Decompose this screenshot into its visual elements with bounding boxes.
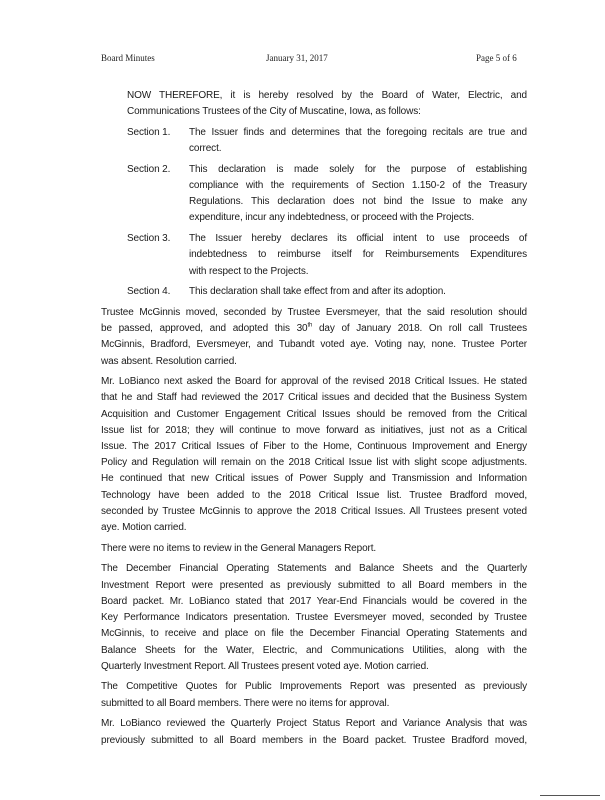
- minutes-paragraph: [101, 374, 527, 536]
- text-line: indebtedness to reimburse itself for Reimbursements Expenditures: [189, 249, 527, 261]
- text-line: Investment Report were presented as previously submitted to all Board members in the: [101, 579, 527, 591]
- text-line: The Issuer finds and determines that the foregoing recitals are true and: [189, 126, 527, 138]
- text-line: McGinnis, to receive and place on file the December Financial Operating Statements and: [101, 628, 527, 640]
- section-label: Section 2.: [127, 163, 171, 175]
- section-text: [189, 162, 527, 227]
- resolution-section: [127, 231, 527, 280]
- text-line: Mr. LoBianco reviewed the Quarterly Project Status Report and Variance Analysis that was: [101, 718, 527, 730]
- text-line: was absent. Resolution carried.: [101, 355, 237, 367]
- text-line: Mr. LoBianco next asked the Board for approval of the revised 2018 Critical Issues. He stated: [101, 376, 527, 388]
- section-label: Section 3.: [127, 233, 171, 245]
- text-line: Board packet. Mr. LoBianco stated that 2017 Year-End Financials would be covered in the: [101, 595, 527, 607]
- text-line: correct.: [189, 143, 222, 155]
- header-date: January 31, 2017: [266, 53, 328, 63]
- text-line: McGinnis, Bradford, Eversmeyer, and Tubandt voted aye. Voting nay, none. Trustee Porter: [101, 339, 527, 351]
- text-line: compliance with the requirements of Section 1.150-2 of the Treasury: [189, 180, 527, 192]
- text-line: Acquisition and Customer Engagement Critical Issues should be removed from the Critical: [101, 408, 527, 420]
- text-line: The Issuer hereby declares its official intent to use proceeds of: [189, 233, 527, 245]
- text-line: This declaration shall take effect from and after its adoption.: [189, 286, 446, 298]
- text-line: Balance Sheets for the Water, Electric, and Communications Utilities, along with the: [101, 644, 527, 656]
- text-line: He continued that new Critical issues of Power Supply and Transmission and Information: [101, 473, 527, 485]
- text-line: be passed, approved, and adopted this 30th day of January 2018. On roll call Trustees: [101, 322, 527, 335]
- text-line: previously submitted to all Board members in the Board packet. Trustee Bradford moved,: [101, 734, 527, 746]
- document-body: [101, 88, 527, 753]
- text-line: Quarterly Investment Report. All Trustees present voted aye. Motion carried.: [101, 660, 429, 672]
- text-line: Key Performance Indicators presentation. Trustee Eversmeyer moved, seconded by Trustee: [101, 612, 527, 624]
- section-text: [189, 125, 527, 157]
- text-line: Trustee McGinnis moved, seconded by Trustee Eversmeyer, that the said resolution should: [101, 306, 527, 318]
- text-line: that he and Staff had reviewed the 2017 Critical issues and decided that the Business System: [101, 392, 527, 404]
- resolution-section: [127, 125, 527, 157]
- text-line: with respect to the Projects.: [189, 265, 309, 277]
- section-text: [189, 284, 527, 300]
- text-line: aye. Motion carried.: [101, 522, 187, 534]
- text-line: Technology have been added to the 2018 Critical Issue list. Trustee Bradford moved,: [101, 489, 527, 501]
- resolution-intro: [127, 88, 527, 120]
- text-line: Issue. The 2017 Critical Issues of Fiber to the Home, Continuous Improvement and Energy: [101, 441, 527, 453]
- section-text: [189, 231, 527, 280]
- text-line: The Competitive Quotes for Public Improvements Report was presented as previously: [101, 681, 527, 693]
- section-label: Section 4.: [127, 286, 171, 298]
- text-line: There were no items to review in the General Managers Report.: [101, 542, 377, 554]
- text-line: Regulations. This declaration does not bind the Issue to make any: [189, 196, 527, 208]
- text-line: submitted to all Board members. There were no items for approval.: [101, 697, 390, 709]
- resolution-section: [127, 284, 527, 300]
- text-line: seconded by Trustee McGinnis to approve the 2018 Critical Issues. All Trustees present voted: [101, 505, 527, 517]
- minutes-paragraph: [101, 716, 527, 748]
- header-document-title: Board Minutes: [101, 53, 155, 63]
- text-line: NOW THEREFORE, it is hereby resolved by the Board of Water, Electric, and: [127, 90, 527, 101]
- text-line: Communications Trustees of the City of Muscatine, Iowa, as follows:: [127, 106, 421, 118]
- text-line: Policy and Regulation will remain on the 2018 Critical Issue list with slight scope adjustments.: [101, 457, 527, 469]
- text-line: This declaration is made solely for the purpose of establishing: [189, 163, 527, 175]
- header-page-number: Page 5 of 6: [476, 53, 517, 63]
- minutes-paragraph: [101, 305, 527, 370]
- footer-rule: [540, 795, 600, 796]
- resolution-section: [127, 162, 527, 227]
- text-line: The December Financial Operating Statements and Balance Sheets and the Quarterly: [101, 563, 527, 575]
- minutes-paragraph: [101, 679, 527, 711]
- minutes-paragraph: [101, 541, 527, 557]
- text-line: Issue list for 2018; they will continue to move forward as initiatives, just not as a Critical: [101, 424, 527, 436]
- minutes-paragraph: [101, 561, 527, 674]
- section-label: Section 1.: [127, 126, 171, 138]
- text-line: expenditure, incur any indebtedness, or proceed with the Projects.: [189, 212, 475, 224]
